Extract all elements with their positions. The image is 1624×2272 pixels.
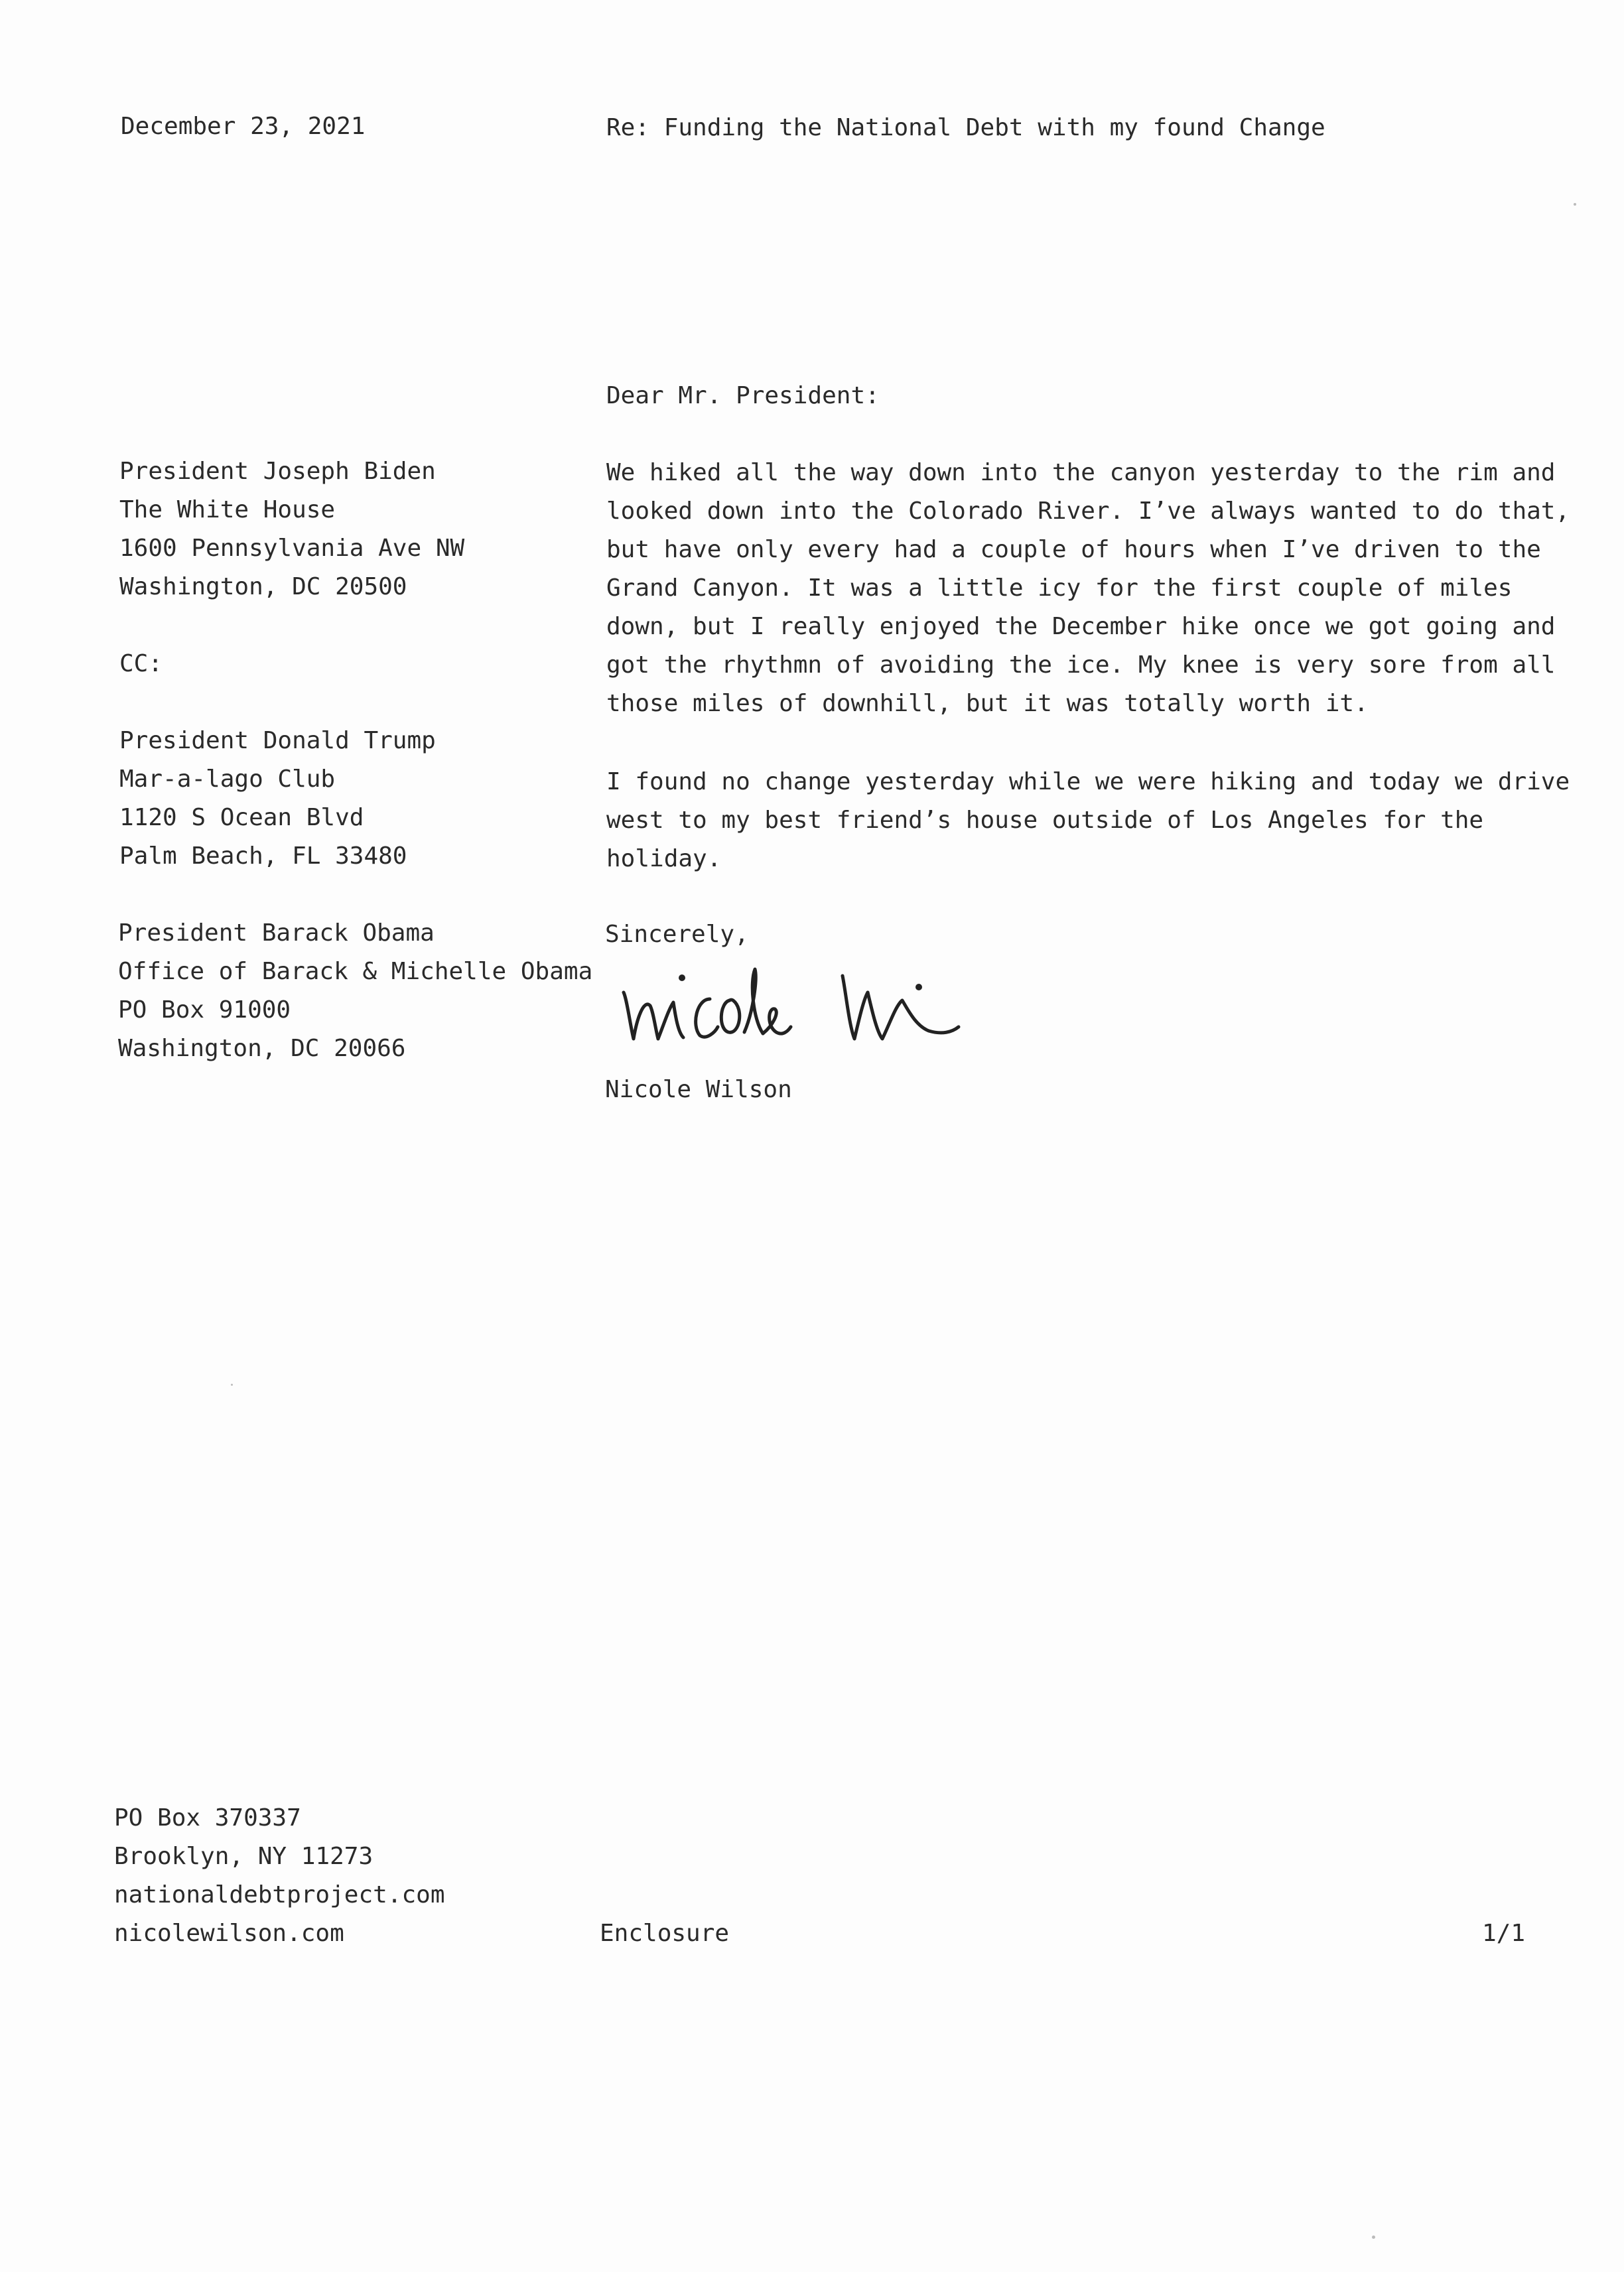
closing: Sincerely, bbox=[605, 921, 749, 948]
body-line: We hiked all the way down into the canyon yesterday to the rim and bbox=[606, 459, 1556, 486]
cc-recipient-line: Washington, DC 20066 bbox=[118, 1035, 406, 1062]
cc-label: CC: bbox=[119, 650, 163, 677]
body-line: Grand Canyon. It was a little icy for the first couple of miles bbox=[606, 574, 1513, 602]
handwritten-signature bbox=[617, 953, 962, 1059]
salutation: Dear Mr. President: bbox=[606, 382, 880, 409]
cc-recipient-line: Palm Beach, FL 33480 bbox=[119, 842, 407, 870]
sender-line: nationaldebtproject.com bbox=[114, 1881, 445, 1908]
body-line: got the rhythmn of avoiding the ice. My knee is very sore from all bbox=[606, 651, 1556, 679]
recipient-line: The White House bbox=[119, 496, 336, 523]
cc-recipient-line: Office of Barack & Michelle Obama bbox=[118, 958, 593, 985]
letter-subject: Re: Funding the National Debt with my found Change bbox=[606, 114, 1325, 141]
cc-recipient-line: President Donald Trump bbox=[119, 727, 436, 754]
sender-line: Brooklyn, NY 11273 bbox=[114, 1843, 373, 1870]
recipient-line: Washington, DC 20500 bbox=[119, 573, 407, 600]
recipient-line: President Joseph Biden bbox=[119, 458, 436, 485]
cc-recipient-line: 1120 S Ocean Blvd bbox=[119, 804, 364, 831]
body-line: holiday. bbox=[606, 845, 722, 872]
body-line: I found no change yesterday while we were hiking and today we drive bbox=[606, 768, 1570, 795]
body-line: down, but I really enjoyed the December hike once we got going and bbox=[606, 613, 1556, 640]
body-line: looked down into the Colorado River. I’ve always wanted to do that, bbox=[606, 498, 1570, 525]
cc-recipient-line: PO Box 91000 bbox=[118, 996, 291, 1024]
signer-name: Nicole Wilson bbox=[605, 1076, 792, 1103]
cc-recipient-address bbox=[118, 914, 592, 1068]
recipient-address bbox=[119, 452, 464, 606]
body-line: west to my best friend’s house outside of Los Angeles for the bbox=[606, 807, 1484, 834]
letter-date: December 23, 2021 bbox=[121, 113, 366, 140]
cc-recipient-line: President Barack Obama bbox=[118, 919, 435, 947]
sender-line: PO Box 370337 bbox=[114, 1804, 301, 1832]
scan-speck bbox=[1372, 2236, 1375, 2239]
scan-speck bbox=[231, 1384, 233, 1386]
cc-recipient-line: Mar-a-lago Club bbox=[119, 766, 336, 793]
sender-line: nicolewilson.com bbox=[114, 1920, 344, 1947]
body-paragraph-1 bbox=[606, 454, 1570, 723]
sender-address bbox=[114, 1799, 445, 1953]
body-line: but have only every had a couple of hours when I’ve driven to the bbox=[606, 536, 1541, 563]
enclosure-note: Enclosure bbox=[600, 1920, 730, 1947]
recipient-line: 1600 Pennsylvania Ave NW bbox=[119, 535, 465, 562]
scan-speck bbox=[1574, 203, 1576, 206]
body-line: those miles of downhill, but it was totally worth it. bbox=[606, 690, 1369, 717]
cc-recipient-address bbox=[119, 722, 436, 876]
body-paragraph-2 bbox=[606, 763, 1570, 878]
page-number: 1/1 bbox=[1482, 1920, 1526, 1947]
